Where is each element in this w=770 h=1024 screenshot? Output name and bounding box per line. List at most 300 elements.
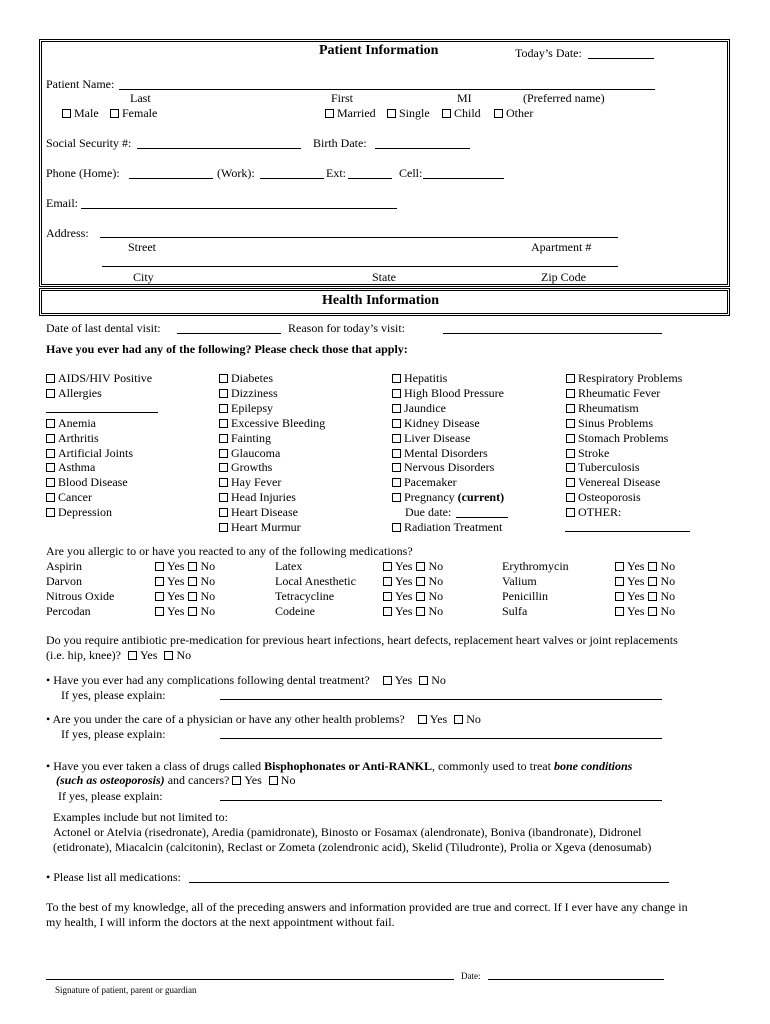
- condition-checkbox[interactable]: [392, 419, 401, 428]
- condition-checkbox[interactable]: [566, 508, 575, 517]
- bisphos-yes-label: Yes: [244, 773, 262, 787]
- medication-yes-no[interactable]: [155, 589, 215, 603]
- medication-yes-checkbox[interactable]: [383, 562, 392, 571]
- condition-label: Jaundice: [404, 400, 446, 415]
- condition-item[interactable]: [566, 505, 621, 519]
- antibiotic-no-label: No: [176, 648, 192, 662]
- condition-checkbox[interactable]: [219, 434, 228, 443]
- condition-checkbox[interactable]: [392, 463, 401, 472]
- condition-label: Osteoporosis: [578, 490, 641, 505]
- marital-married-option[interactable]: [325, 106, 376, 120]
- medication-yes-no[interactable]: [155, 559, 215, 573]
- medication-no-label: No: [660, 604, 676, 618]
- condition-checkbox[interactable]: [392, 478, 401, 487]
- single-label: Single: [399, 106, 430, 120]
- condition-checkbox[interactable]: [566, 434, 575, 443]
- medication-yes-no[interactable]: [615, 604, 675, 618]
- address-line2-field[interactable]: [102, 266, 618, 267]
- medication-yes-no[interactable]: [383, 589, 443, 603]
- physician-text: Are you under the care of a physician or have any other health problems?: [52, 712, 405, 726]
- condition-item[interactable]: [219, 460, 272, 474]
- female-checkbox[interactable]: [110, 109, 119, 118]
- condition-checkbox[interactable]: [392, 389, 401, 398]
- condition-item[interactable]: [392, 446, 488, 460]
- medication-no-label: No: [428, 589, 444, 603]
- condition-item[interactable]: [566, 446, 609, 460]
- marital-single-option[interactable]: [387, 106, 430, 120]
- medication-yes-checkbox[interactable]: [615, 592, 624, 601]
- bisphos-text-c: and cancers?: [164, 773, 230, 787]
- ssn-field[interactable]: [137, 148, 301, 149]
- medication-name: Nitrous Oxide: [46, 589, 115, 603]
- condition-checkbox[interactable]: [46, 374, 55, 383]
- condition-checkbox[interactable]: [392, 434, 401, 443]
- condition-label: Hepatitis: [404, 371, 448, 385]
- condition-label: Excessive Bleeding: [231, 415, 326, 430]
- condition-checkbox[interactable]: [219, 493, 228, 502]
- bisphos-text-bi: bone conditions: [553, 759, 633, 773]
- condition-item[interactable]: [566, 386, 660, 400]
- zip-sublabel: Zip Code: [541, 270, 586, 284]
- condition-checkbox[interactable]: [392, 404, 401, 413]
- condition-label: Asthma: [58, 460, 96, 475]
- medication-no-checkbox[interactable]: [416, 577, 425, 586]
- condition-item[interactable]: [46, 475, 128, 489]
- condition-checkbox[interactable]: [46, 508, 55, 517]
- condition-checkbox[interactable]: [46, 419, 55, 428]
- condition-label: Artificial Joints: [58, 445, 133, 460]
- allergy-question: Are you allergic to or have you reacted to any of the following medications?: [46, 544, 413, 558]
- complications-question: [46, 673, 446, 687]
- city-sublabel: City: [133, 270, 154, 284]
- condition-item[interactable]: [46, 505, 112, 519]
- condition-label: Anemia: [58, 415, 96, 430]
- condition-label: Rheumatism: [578, 400, 639, 415]
- condition-checkbox[interactable]: [219, 404, 228, 413]
- allergies-detail-field[interactable]: [46, 412, 158, 413]
- condition-checkbox[interactable]: [46, 449, 55, 458]
- medication-yes-checkbox[interactable]: [155, 577, 164, 586]
- medication-no-label: No: [200, 589, 216, 603]
- medications-list-field[interactable]: [189, 882, 669, 883]
- condition-checkbox[interactable]: [219, 478, 228, 487]
- condition-label: Blood Disease: [58, 475, 128, 490]
- medication-no-label: No: [660, 559, 676, 573]
- state-sublabel: State: [372, 270, 396, 284]
- condition-checkbox[interactable]: [46, 493, 55, 502]
- due-date-label: Due date:: [405, 505, 452, 520]
- antibiotic-yes-label: Yes: [139, 648, 158, 662]
- medication-yes-checkbox[interactable]: [383, 592, 392, 601]
- bisphos-yes-checkbox[interactable]: [232, 776, 241, 785]
- condition-checkbox[interactable]: [566, 478, 575, 487]
- bisphos-text-a: Have you ever taken a class of drugs called: [53, 759, 265, 773]
- medication-no-label: No: [200, 604, 216, 618]
- medication-name: Sulfa: [502, 604, 528, 618]
- condition-checkbox[interactable]: [566, 374, 575, 383]
- condition-checkbox[interactable]: [219, 449, 228, 458]
- condition-checkbox[interactable]: [46, 463, 55, 472]
- last-name-sublabel: Last: [130, 91, 151, 105]
- condition-checkbox[interactable]: [219, 463, 228, 472]
- medication-yes-no[interactable]: [383, 604, 443, 618]
- condition-item[interactable]: [219, 401, 273, 415]
- condition-label: Tuberculosis: [578, 460, 640, 475]
- medication-no-label: No: [428, 604, 444, 618]
- medication-yes-label: Yes: [167, 559, 185, 573]
- condition-label: Liver Disease: [404, 430, 471, 445]
- male-checkbox[interactable]: [62, 109, 71, 118]
- condition-item[interactable]: [219, 386, 278, 400]
- child-label: Child: [454, 106, 481, 120]
- condition-item[interactable]: [46, 386, 102, 400]
- condition-label: Growths: [231, 460, 273, 475]
- married-checkbox[interactable]: [325, 109, 334, 118]
- street-sublabel: Street: [128, 240, 156, 254]
- condition-checkbox[interactable]: [219, 508, 228, 517]
- antibiotic-no-checkbox[interactable]: [164, 651, 173, 660]
- medication-name: Penicillin: [502, 589, 548, 603]
- condition-item[interactable]: [219, 490, 296, 504]
- condition-checkbox[interactable]: [566, 389, 575, 398]
- last-dental-visit-field[interactable]: [177, 333, 281, 334]
- birth-date-field[interactable]: [375, 148, 470, 149]
- phone-cell-field[interactable]: [423, 178, 504, 179]
- physician-explain-field[interactable]: [220, 738, 662, 739]
- condition-item[interactable]: [566, 490, 641, 504]
- medication-yes-label: Yes: [627, 574, 645, 588]
- ssn-label: Social Security #:: [46, 136, 132, 150]
- condition-item[interactable]: [392, 490, 504, 504]
- medication-no-checkbox[interactable]: [188, 577, 197, 586]
- condition-label: Respiratory Problems: [578, 371, 683, 385]
- medication-yes-label: Yes: [627, 589, 645, 603]
- condition-label: Stomach Problems: [578, 430, 669, 445]
- condition-checkbox[interactable]: [219, 389, 228, 398]
- gender-male-option[interactable]: [62, 106, 99, 120]
- phone-ext-label: Ext:: [326, 166, 346, 180]
- todays-date-field[interactable]: [588, 58, 654, 59]
- condition-label: Glaucoma: [231, 445, 281, 460]
- condition-item[interactable]: [392, 386, 504, 400]
- antibiotic-question-text: (i.e. hip, knee)?: [46, 648, 121, 662]
- condition-checkbox[interactable]: [566, 449, 575, 458]
- physician-question: [46, 712, 481, 726]
- medication-no-checkbox[interactable]: [648, 562, 657, 571]
- medication-yes-label: Yes: [395, 574, 413, 588]
- condition-label: Venereal Disease: [578, 475, 661, 490]
- bisphos-text-bold: Bisphophonates or Anti-RANKL: [264, 759, 432, 773]
- other-label: Other: [506, 106, 534, 120]
- gender-female-option[interactable]: [110, 106, 157, 120]
- address-label: Address:: [46, 226, 89, 240]
- physician-yes-checkbox[interactable]: [418, 715, 427, 724]
- condition-item[interactable]: [392, 475, 457, 489]
- condition-item[interactable]: [46, 446, 133, 460]
- bullet-icon: •: [46, 673, 51, 687]
- date-label: Date:: [461, 971, 481, 981]
- condition-item[interactable]: [392, 431, 470, 445]
- condition-checkbox[interactable]: [46, 389, 55, 398]
- bisphosphonates-question-line1: [46, 759, 632, 773]
- antibiotic-yes-checkbox[interactable]: [128, 651, 137, 660]
- bisphos-no-checkbox[interactable]: [269, 776, 278, 785]
- bisphos-text-bi2: (such as osteoporosis): [56, 773, 165, 787]
- signature-date-field[interactable]: [488, 979, 664, 980]
- condition-item[interactable]: [46, 490, 92, 504]
- email-field[interactable]: [81, 208, 397, 209]
- medication-no-checkbox[interactable]: [188, 592, 197, 601]
- condition-label: Heart Murmur: [231, 520, 301, 534]
- condition-item[interactable]: [566, 460, 640, 474]
- medications-list-question: [46, 870, 181, 884]
- medication-yes-label: Yes: [395, 604, 413, 618]
- condition-checkbox[interactable]: [46, 478, 55, 487]
- other-condition-field[interactable]: [565, 531, 690, 532]
- condition-label: Pregnancy: [404, 490, 455, 505]
- condition-item[interactable]: [392, 416, 480, 430]
- medication-yes-checkbox[interactable]: [155, 562, 164, 571]
- condition-label: Head Injuries: [231, 490, 296, 505]
- medication-no-label: No: [200, 574, 216, 588]
- condition-label: OTHER:: [578, 505, 622, 520]
- condition-label: Stroke: [578, 445, 610, 460]
- medication-yes-no[interactable]: [155, 604, 215, 618]
- condition-label: High Blood Pressure: [404, 385, 504, 400]
- condition-label: Heart Disease: [231, 505, 298, 520]
- medication-name: Latex: [275, 559, 303, 573]
- complications-explain-field[interactable]: [220, 699, 662, 700]
- medication-no-checkbox[interactable]: [648, 607, 657, 616]
- condition-checkbox[interactable]: [219, 419, 228, 428]
- condition-item[interactable]: [219, 505, 298, 519]
- physician-no-label: No: [466, 712, 481, 726]
- physician-explain-label: If yes, please explain:: [61, 727, 166, 741]
- due-date-field[interactable]: [456, 517, 508, 518]
- condition-item[interactable]: [566, 431, 668, 445]
- medication-no-checkbox[interactable]: [188, 607, 197, 616]
- condition-item[interactable]: [219, 446, 280, 460]
- condition-label: AIDS/HIV Positive: [58, 371, 153, 385]
- medication-no-label: No: [200, 559, 216, 573]
- examples-label: Examples include but not limited to:: [53, 810, 228, 824]
- complications-yes-checkbox[interactable]: [383, 676, 392, 685]
- due-date-row: [405, 505, 451, 519]
- condition-label: Rheumatic Fever: [578, 385, 661, 400]
- medication-name: Darvon: [46, 574, 82, 588]
- medication-no-checkbox[interactable]: [648, 592, 657, 601]
- antibiotic-question-line1: Do you require antibiotic pre-medication for previous heart infections, heart defects, replacement heart valves or joint replacements: [46, 633, 678, 647]
- condition-checkbox[interactable]: [566, 463, 575, 472]
- medications-list-label: Please list all medications:: [53, 870, 181, 884]
- medication-no-checkbox[interactable]: [416, 592, 425, 601]
- first-name-sublabel: First: [331, 91, 354, 105]
- conditions-question: Have you ever had any of the following? Please check those that apply:: [46, 342, 408, 356]
- complications-no-label: No: [431, 673, 446, 687]
- condition-label: Nervous Disorders: [404, 460, 495, 475]
- bullet-icon: •: [46, 870, 51, 884]
- married-label: Married: [337, 106, 376, 120]
- medication-yes-no[interactable]: [155, 574, 215, 588]
- bisphosphonates-question-line2: [56, 773, 295, 787]
- signature-field[interactable]: [46, 979, 454, 980]
- physician-no-checkbox[interactable]: [454, 715, 463, 724]
- medication-name: Aspirin: [46, 559, 82, 573]
- antibiotic-question-line2: [46, 648, 191, 662]
- condition-label: Radiation Treatment: [404, 520, 503, 534]
- marital-child-option[interactable]: [442, 106, 481, 120]
- pregnancy-current-label: (current): [457, 490, 505, 505]
- medication-yes-no[interactable]: [383, 574, 443, 588]
- condition-checkbox[interactable]: [392, 449, 401, 458]
- phone-cell-label: Cell:: [399, 166, 423, 180]
- phone-work-label: (Work):: [217, 166, 255, 180]
- medication-yes-label: Yes: [627, 559, 645, 573]
- phone-home-field[interactable]: [129, 178, 213, 179]
- complications-text: Have you ever had any complications following dental treatment?: [53, 673, 370, 687]
- signature-label: Signature of patient, parent or guardian: [55, 985, 197, 995]
- medication-yes-checkbox[interactable]: [383, 577, 392, 586]
- medication-yes-label: Yes: [627, 604, 645, 618]
- medication-no-label: No: [660, 589, 676, 603]
- condition-checkbox[interactable]: [566, 493, 575, 502]
- medication-name: Codeine: [275, 604, 315, 618]
- medication-yes-no[interactable]: [383, 559, 443, 573]
- condition-label: Hay Fever: [231, 475, 282, 490]
- medication-yes-label: Yes: [167, 589, 185, 603]
- bisphos-explain-field[interactable]: [220, 800, 662, 801]
- condition-item[interactable]: [392, 371, 447, 385]
- medication-no-checkbox[interactable]: [648, 577, 657, 586]
- condition-checkbox[interactable]: [392, 493, 401, 502]
- medication-name: Valium: [502, 574, 537, 588]
- medication-yes-label: Yes: [167, 574, 185, 588]
- examples-line1: Actonel or Atelvia (risedronate), Aredia (pamidronate), Binosto or Fosamax (alendronate), Boniva (ibandronate), Didronel: [53, 825, 642, 839]
- condition-checkbox[interactable]: [219, 374, 228, 383]
- medication-yes-no[interactable]: [615, 589, 675, 603]
- condition-item[interactable]: [566, 371, 682, 385]
- preferred-name-sublabel: (Preferred name): [523, 91, 605, 105]
- patient-name-field[interactable]: [119, 89, 655, 90]
- condition-item[interactable]: [219, 431, 271, 445]
- medication-name: Tetracycline: [275, 589, 335, 603]
- single-checkbox[interactable]: [387, 109, 396, 118]
- medication-yes-checkbox[interactable]: [615, 577, 624, 586]
- condition-label: Allergies: [58, 385, 102, 400]
- condition-item[interactable]: [46, 416, 96, 430]
- condition-checkbox[interactable]: [46, 434, 55, 443]
- complications-no-checkbox[interactable]: [419, 676, 428, 685]
- condition-checkbox[interactable]: [566, 419, 575, 428]
- condition-item[interactable]: [392, 401, 446, 415]
- physician-yes-label: Yes: [429, 712, 448, 726]
- examples-line2: (etidronate), Miacalcin (calcitonin), Reclast or Zometa (zolendronic acid), Skelid (Tiludronte), Prolia or Xgeva (denosumab): [53, 840, 652, 854]
- condition-label: Epilepsy: [231, 400, 273, 415]
- other-checkbox[interactable]: [494, 109, 503, 118]
- condition-label: Depression: [58, 505, 112, 520]
- phone-work-field[interactable]: [260, 178, 324, 179]
- attestation-line1: To the best of my knowledge, all of the preceding answers and information provided are true and correct. If I ever have any change in: [46, 900, 688, 914]
- condition-item[interactable]: [219, 371, 273, 385]
- medication-yes-checkbox[interactable]: [615, 607, 624, 616]
- medication-yes-no[interactable]: [615, 559, 675, 573]
- visit-reason-label: Reason for today’s visit:: [288, 321, 405, 335]
- medication-no-label: No: [660, 574, 676, 588]
- condition-label: Mental Disorders: [404, 445, 488, 460]
- condition-item[interactable]: [566, 475, 660, 489]
- condition-checkbox[interactable]: [566, 404, 575, 413]
- medication-yes-checkbox[interactable]: [615, 562, 624, 571]
- medication-name: Erythromycin: [502, 559, 569, 573]
- condition-checkbox[interactable]: [219, 523, 228, 532]
- visit-reason-field[interactable]: [443, 333, 662, 334]
- condition-item[interactable]: [219, 475, 281, 489]
- todays-date-label: Today’s Date:: [515, 46, 582, 60]
- child-checkbox[interactable]: [442, 109, 451, 118]
- medication-yes-checkbox[interactable]: [383, 607, 392, 616]
- bisphos-no-label: No: [280, 773, 296, 787]
- medication-yes-checkbox[interactable]: [155, 607, 164, 616]
- medication-yes-no[interactable]: [615, 574, 675, 588]
- condition-item[interactable]: [566, 416, 653, 430]
- attestation-line2: my health, I will inform the doctors at the next appointment without fail.: [46, 915, 395, 929]
- condition-checkbox[interactable]: [392, 523, 401, 532]
- condition-label: Pacemaker: [404, 475, 457, 490]
- medication-no-label: No: [428, 574, 444, 588]
- bisphos-explain-label: If yes, please explain:: [58, 789, 163, 803]
- condition-item[interactable]: [566, 401, 639, 415]
- address-line1-field[interactable]: [100, 237, 618, 238]
- apartment-sublabel: Apartment #: [531, 240, 592, 254]
- condition-item[interactable]: [392, 460, 494, 474]
- phone-ext-field[interactable]: [348, 178, 392, 179]
- medication-no-label: No: [428, 559, 444, 573]
- birth-date-label: Birth Date:: [313, 136, 367, 150]
- medication-no-checkbox[interactable]: [188, 562, 197, 571]
- condition-label: Kidney Disease: [404, 415, 480, 430]
- medication-yes-checkbox[interactable]: [155, 592, 164, 601]
- medication-yes-label: Yes: [395, 559, 413, 573]
- bisphos-text-b: , commonly used to treat: [431, 759, 554, 773]
- bullet-icon: •: [46, 759, 51, 773]
- medication-no-checkbox[interactable]: [416, 607, 425, 616]
- marital-other-option[interactable]: [494, 106, 533, 120]
- phone-home-label: Phone (Home):: [46, 166, 120, 180]
- medication-name: Percodan: [46, 604, 91, 618]
- condition-label: Dizziness: [231, 385, 278, 400]
- condition-item[interactable]: [46, 460, 95, 474]
- last-dental-visit-label: Date of last dental visit:: [46, 321, 161, 335]
- condition-label: Diabetes: [231, 371, 273, 385]
- condition-item[interactable]: [46, 371, 152, 385]
- medication-no-checkbox[interactable]: [416, 562, 425, 571]
- complications-explain-label: If yes, please explain:: [61, 688, 166, 702]
- complications-yes-label: Yes: [394, 673, 413, 687]
- bullet-icon: •: [46, 712, 51, 726]
- condition-item[interactable]: [392, 520, 502, 534]
- medication-yes-label: Yes: [167, 604, 185, 618]
- condition-item[interactable]: [219, 520, 301, 534]
- condition-label: Sinus Problems: [578, 415, 654, 430]
- patient-name-label: Patient Name:: [46, 77, 115, 91]
- condition-item[interactable]: [219, 416, 325, 430]
- email-label: Email:: [46, 196, 78, 210]
- condition-checkbox[interactable]: [392, 374, 401, 383]
- condition-label: Fainting: [231, 430, 272, 445]
- condition-item[interactable]: [46, 431, 99, 445]
- mi-sublabel: MI: [457, 91, 472, 105]
- condition-label: Cancer: [58, 490, 92, 505]
